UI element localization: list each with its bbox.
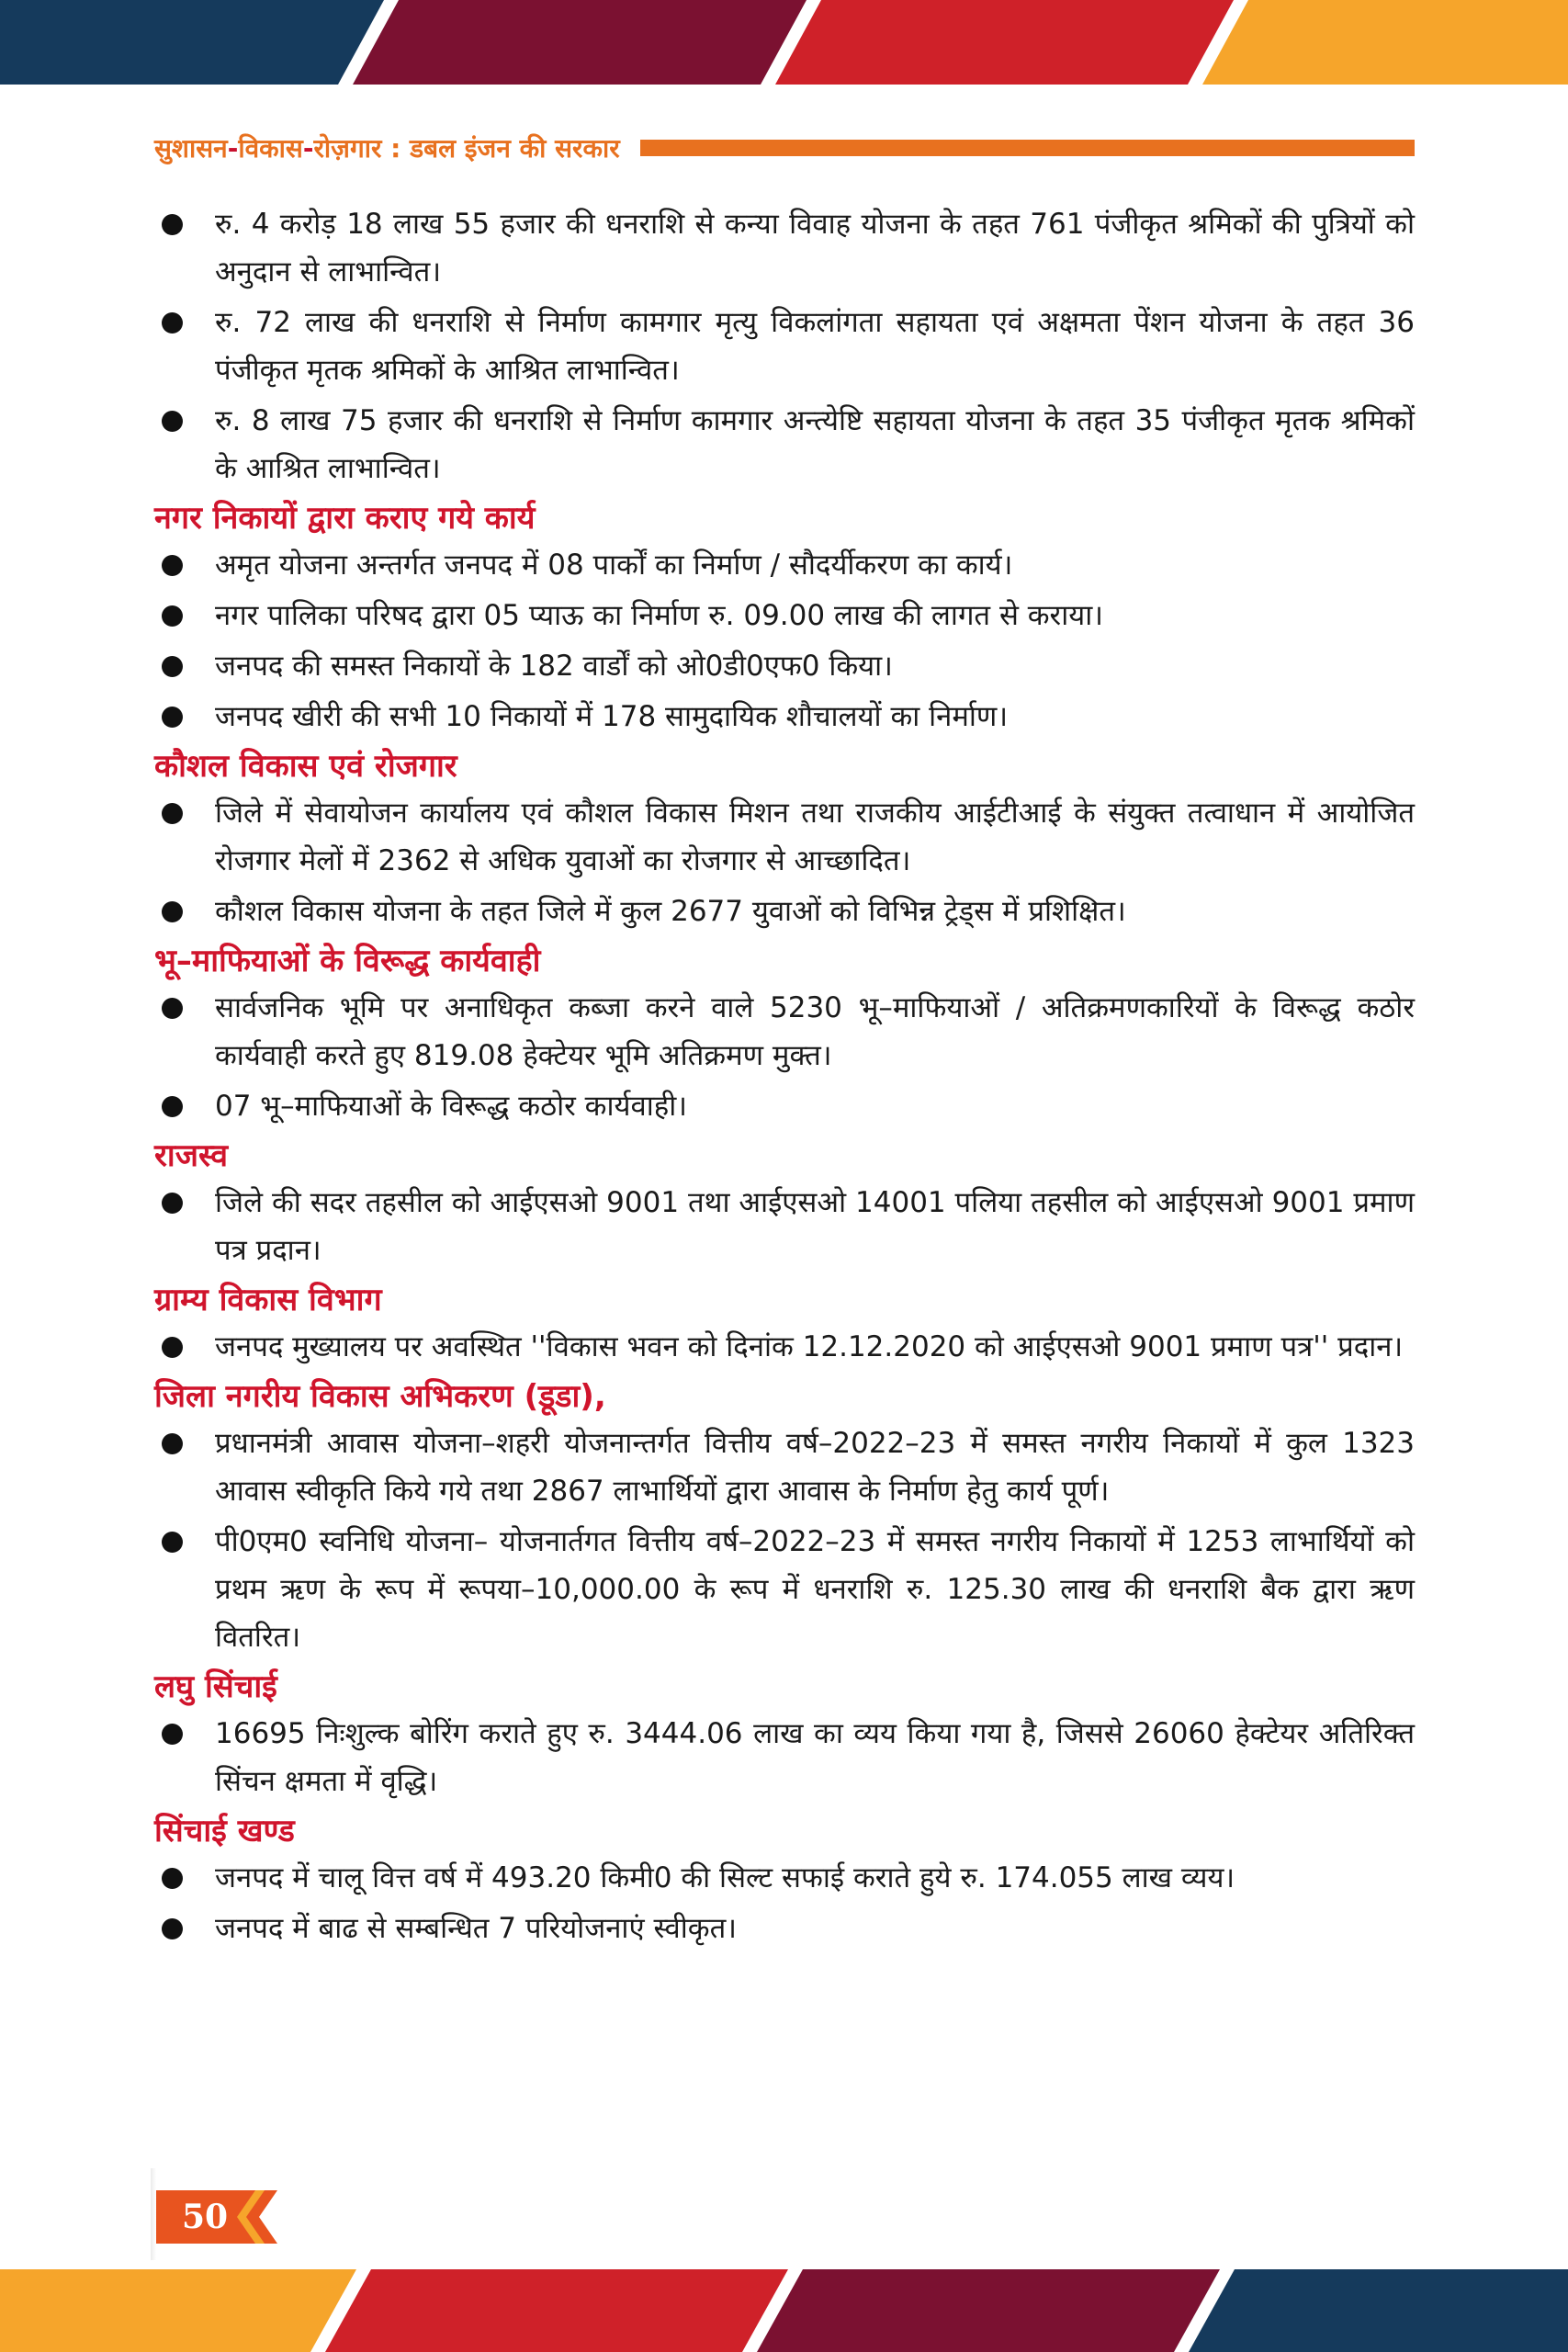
section-heading: लघु सिंचाई (154, 1668, 277, 1705)
list-item (154, 541, 1415, 589)
list-item-text: जिले की सदर तहसील को आईएसओ 9001 तथा आईएसओ 14001 पलिया तहसील को आईएसओ 9001 प्रमाण पत्र प्रदान। (215, 1186, 1415, 1267)
bullet-list (154, 789, 1415, 935)
header-part-2: विकास (238, 133, 303, 164)
bullet-icon (162, 998, 183, 1019)
top-band-orange (1199, 0, 1568, 85)
section-heading: जिला नगरीय विकास अभिकरण (डूडा), (154, 1378, 606, 1415)
list-item (154, 984, 1415, 1080)
list-item-text: जनपद की समस्त निकायों के 182 वार्डों को ओ0डी0एफ0 किया। (215, 650, 893, 683)
header-separator: - (302, 133, 314, 164)
header-rule (640, 140, 1415, 156)
top-band-red (772, 0, 1245, 85)
list-item-text: 07 भू–माफियाओं के विरूद्ध कठोर कार्यवाही। (215, 1090, 687, 1123)
list-item (154, 1518, 1415, 1661)
bottom-band-orange (0, 2269, 367, 2352)
bullet-list (154, 1323, 1415, 1371)
list-item-text: रु. 72 लाख की धनराशि से निर्माण कामगार मृत्यु विकलांगता सहायता एवं अक्षमता पेंशन योजना के तहत 36 पंजीकृत मृतक श्रमिकों के आश्रित लाभान्वित। (215, 306, 1415, 387)
list-item (154, 299, 1415, 394)
section-heading: ग्राम्य विकास विभाग (154, 1282, 382, 1318)
list-item-text: 16695 निःशुल्क बोरिंग कराते हुए रु. 3444.06 लाख का व्यय किया गया है, जिससे 26060 हेक्टेयर अतिरिक्त सिंचन क्षमता में वृद्धि। (215, 1717, 1415, 1798)
list-item-text: रु. 8 लाख 75 हजार की धनराशि से निर्माण कामगार अन्त्येष्टि सहायता योजना के तहत 35 पंजीकृत मृतक श्रमिकों के आश्रित लाभान्वित। (215, 404, 1415, 485)
bullet-icon (162, 605, 183, 627)
list-item-text: जनपद में बाढ से सम्बन्धित 7 परियोजनाएं स्वीकृत। (215, 1912, 737, 1945)
header-title (154, 130, 620, 165)
bottom-band-maroon (753, 2269, 1231, 2352)
bullet-icon (162, 312, 183, 334)
list-item (154, 1905, 1415, 1952)
bullet-list (154, 1419, 1415, 1661)
bullet-list (154, 541, 1415, 741)
list-item (154, 789, 1415, 885)
bottom-band-navy (1185, 2269, 1568, 2352)
list-item (154, 1419, 1415, 1515)
bottom-band-graphic (0, 2269, 1568, 2352)
list-item (154, 200, 1415, 296)
bullet-list (154, 1179, 1415, 1274)
list-item-text: अमृत योजना अन्तर्गत जनपद में 08 पार्कों का निर्माण / सौदर्यीकरण का कार्य। (215, 548, 1013, 582)
bullet-icon (162, 1532, 183, 1553)
section-heading: भू–माफियाओं के विरूद्ध कार्यवाही (154, 943, 541, 979)
page-content (154, 200, 1415, 1955)
bullet-icon (162, 656, 183, 677)
list-item-text: जनपद खीरी की सभी 10 निकायों में 178 सामुदायिक शौचालयों का निर्माण। (215, 700, 1009, 733)
list-item-text: सार्वजनिक भूमि पर अनाधिकृत कब्जा करने वाले 5230 भू–माफियाओं / अतिक्रमणकारियों के विरूद्ध कठोर कार्यवाही करते हुए 819.08 हेक्टेयर भूमि अतिक्रमण मुक्त। (215, 991, 1415, 1072)
list-item (154, 642, 1415, 690)
bullet-icon (162, 1724, 183, 1745)
list-item (154, 888, 1415, 935)
list-item-text: रु. 4 करोड़ 18 लाख 55 हजार की धनराशि से कन्या विवाह योजना के तहत 761 पंजीकृत श्रमिकों की पुत्रियों को अनुदान से लाभान्वित। (215, 208, 1415, 288)
section-heading: कौशल विकास एवं रोजगार (154, 748, 457, 785)
running-header (154, 127, 1415, 169)
bullet-icon (162, 1337, 183, 1358)
top-band-graphic (0, 0, 1568, 85)
bottom-band-red (321, 2269, 799, 2352)
list-item-text: पी0एम0 स्वनिधि योजना– योजनार्तगत वित्तीय वर्ष–2022–23 में समस्त नगरीय निकायों में 1253 लाभार्थियों को प्रथम ऋण के रूप में रूपया–10,000.00 के रूप में धनराशि रु. 125.30 लाख की धनराशि बैक द्वारा ऋण वितरित। (215, 1525, 1415, 1654)
list-item (154, 1179, 1415, 1274)
bullet-icon (162, 214, 183, 235)
bullet-icon (162, 707, 183, 728)
top-band-maroon (349, 0, 818, 85)
bullet-icon (162, 901, 183, 922)
list-item-text: जनपद मुख्यालय पर अवस्थित ''विकास भवन को दिनांक 12.12.2020 को आईएसओ 9001 प्रमाण पत्र'' प्रदान। (215, 1330, 1404, 1363)
list-item (154, 397, 1415, 492)
bullet-list (154, 1854, 1415, 1952)
list-item (154, 693, 1415, 741)
header-part-1: सुशासन (154, 133, 228, 164)
bullet-icon (162, 1193, 183, 1214)
list-item (154, 1323, 1415, 1371)
bullet-icon (162, 1868, 183, 1889)
list-item-text: कौशल विकास योजना के तहत जिले में कुल 2677 युवाओं को विभिन्न ट्रेड्स में प्रशिक्षित। (215, 895, 1126, 928)
bullet-list (154, 1710, 1415, 1805)
bullet-list (154, 200, 1415, 492)
list-item-text: नगर पालिका परिषद द्वारा 05 प्याऊ का निर्माण रु. 09.00 लाख की लागत से कराया। (215, 599, 1104, 632)
section-heading: राजस्व (154, 1137, 229, 1174)
list-item-text: जनपद में चालू वित्त वर्ष में 493.20 किमी0 की सिल्ट सफाई कराते हुये रु. 174.055 लाख व्यय। (215, 1861, 1235, 1894)
top-band-navy (0, 0, 395, 85)
list-item (154, 1710, 1415, 1805)
list-item-text: प्रधानमंत्री आवास योजना–शहरी योजनान्तर्गत वित्तीय वर्ष–2022–23 में समस्त नगरीय निकायों में कुल 1323 आवास स्वीकृति किये गये तथा 2867 लाभार्थियों द्वारा आवास के निर्माण हेतु कार्य पूर्ण। (215, 1427, 1415, 1508)
section-heading: सिंचाई खण्ड (154, 1813, 295, 1849)
bullet-icon (162, 555, 183, 576)
bullet-icon (162, 1096, 183, 1117)
page-number: 50 (182, 2198, 229, 2236)
list-item-text: जिले में सेवायोजन कार्यालय एवं कौशल विकास मिशन तथा राजकीय आईटीआई के संयुक्त तत्वाधान में आयोजित रोजगार मेलों में 2362 से अधिक युवाओं का रोजगार से आच्छादित। (215, 797, 1415, 877)
header-part-3: रोज़गार : डबल इंजन की सरकार (313, 133, 620, 164)
header-separator: - (227, 133, 239, 164)
bullet-icon (162, 803, 183, 824)
section-heading: नगर निकायों द्वारा कराए गये कार्य (154, 500, 536, 537)
bullet-icon (162, 1433, 183, 1454)
list-item (154, 1082, 1415, 1130)
bullet-icon (162, 1918, 183, 1939)
page-number-tab (156, 2190, 277, 2244)
bullet-list (154, 984, 1415, 1130)
top-decorative-band (0, 0, 1568, 85)
bottom-decorative-band (0, 2269, 1568, 2352)
list-item (154, 592, 1415, 639)
bullet-icon (162, 411, 183, 432)
list-item (154, 1854, 1415, 1902)
